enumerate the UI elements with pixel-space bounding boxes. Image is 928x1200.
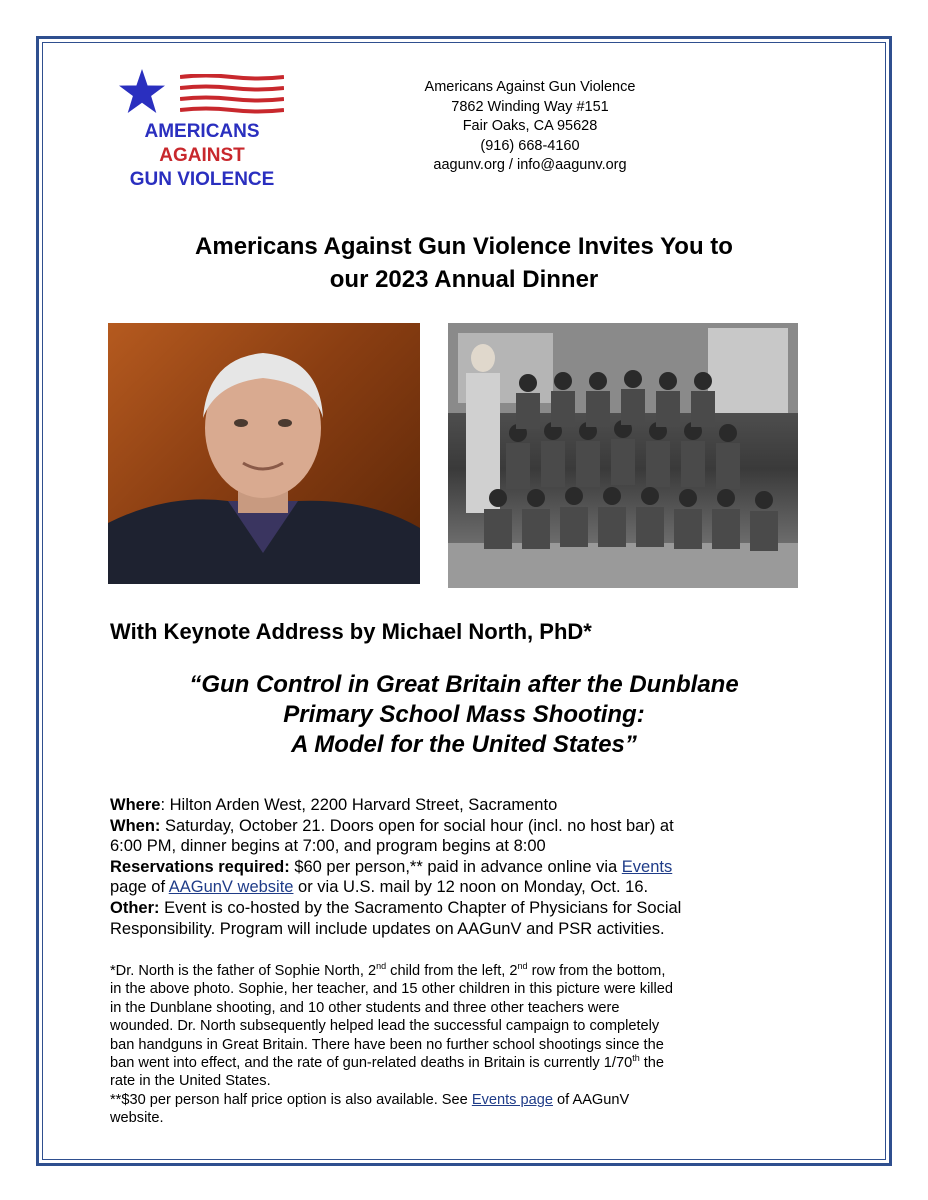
title-line-2: our 2023 Annual Dinner [329, 266, 599, 293]
note-line-4: wounded. Dr. North subsequently helped lead the successful campaign to completely [110, 1018, 660, 1035]
note-line-6 [110, 1054, 830, 1072]
events-page-link[interactable]: Events page [471, 1091, 553, 1108]
where-line [110, 795, 830, 816]
note-text-1b: child from the left, 2 [386, 963, 518, 979]
note-text-1a: *Dr. North is the father of Sophie North, 2 [110, 963, 377, 979]
address-phone: (916) 668-4160 [480, 137, 580, 154]
website-link[interactable]: AAGunV website [168, 878, 294, 897]
other-line-2: Responsibility. Program will include updates on AAGunV and PSR activities. [110, 919, 665, 938]
speaker-portrait-image [108, 323, 420, 584]
reservations-line [110, 857, 830, 878]
superscript-th: th [632, 1053, 640, 1064]
keynote-heading: With Keynote Address by Michael North, PhD* [110, 619, 592, 644]
where-text: : Hilton Arden West, 2200 Harvard Street, Sacramento [160, 796, 558, 814]
talk-title [60, 670, 868, 760]
note-line-3: in the Dunblane shooting, and 10 other students and three other teachers were [110, 999, 620, 1016]
note-line-9: website. [110, 1110, 164, 1127]
logo-line-1: AMERICANS [144, 121, 260, 142]
talk-line-3: A Model for the United States” [291, 731, 637, 758]
note-text-6b: the [639, 1055, 665, 1072]
note-text-1c: row from the bottom, [527, 963, 666, 979]
star-icon [118, 68, 166, 114]
title-line-1: Americans Against Gun Violence Invites You to [195, 233, 733, 260]
aagunv-logo [112, 68, 292, 198]
talk-line-2: Primary School Mass Shooting: [283, 701, 645, 728]
note-line-8 [110, 1091, 830, 1109]
event-details [110, 795, 830, 939]
logo-line-3: GUN VIOLENCE [129, 169, 275, 190]
superscript-nd-2: nd [517, 961, 528, 972]
events-link[interactable]: Events [621, 857, 673, 876]
reservations-line-2 [110, 877, 830, 898]
when-line-2: 6:00 PM, dinner begins at 7:00, and program begins at 8:00 [110, 837, 546, 856]
note-text-6a: ban went into effect, and the rate of gun-related deaths in Britain is currently 1/70 [110, 1055, 633, 1072]
reservations-label: Reservations required: [110, 857, 290, 876]
class-photo [448, 323, 798, 588]
when-text-1: Saturday, October 21. Doors open for social hour (incl. no host bar) at [160, 816, 674, 835]
talk-line-1: “Gun Control in Great Britain after the Dunblane [189, 671, 739, 698]
footnotes [110, 962, 830, 1128]
when-label: When: [110, 816, 161, 835]
note-text-8a: **$30 per person half price option is also available. See [110, 1091, 472, 1108]
contact-address [380, 78, 680, 176]
invitation-title [60, 230, 868, 296]
reservations-text-1: $60 per person,** paid in advance online via [289, 857, 622, 876]
where-label: Where [110, 796, 161, 814]
reservations-text-3: or via U.S. mail by 12 noon on Monday, Oct. 16. [293, 878, 649, 897]
note-line-7: rate in the United States. [110, 1073, 271, 1090]
when-line [110, 816, 830, 837]
address-org: Americans Against Gun Violence [424, 79, 636, 95]
other-label: Other: [110, 898, 160, 917]
note-line-1 [110, 962, 830, 980]
logo-line-2: AGAINST [159, 145, 245, 166]
address-street: 7862 Winding Way #151 [451, 98, 609, 115]
speaker-photo [108, 323, 420, 584]
address-city: Fair Oaks, CA 95628 [462, 118, 598, 135]
other-text-1: Event is co-hosted by the Sacramento Chapter of Physicians for Social [159, 898, 682, 917]
class-photo-image [448, 323, 798, 588]
reservations-text-2: page of [110, 878, 169, 897]
other-line [110, 898, 830, 919]
note-line-2: in the above photo. Sophie, her teacher, and 15 other children in this picture were killed [110, 981, 674, 998]
note-text-8b: of AAGunV [552, 1091, 630, 1108]
note-line-5: ban handguns in Great Britain. There have been no further school shootings since the [110, 1036, 664, 1053]
flag-stripes-icon [180, 74, 284, 114]
address-web: aagunv.org / info@aagunv.org [433, 157, 627, 174]
superscript-nd: nd [376, 961, 387, 972]
